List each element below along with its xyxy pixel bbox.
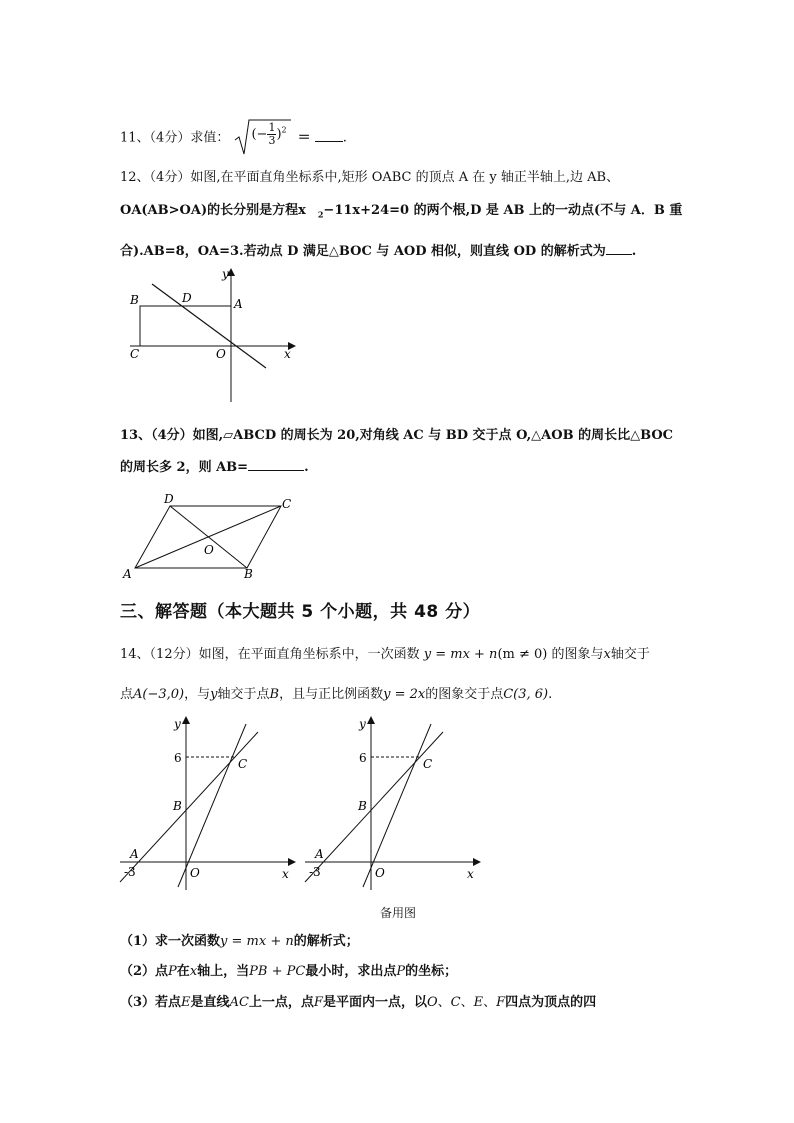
q12-label-C: C xyxy=(130,347,140,361)
q12-answer-blank[interactable] xyxy=(606,242,632,255)
q12-label-y: y xyxy=(222,267,229,281)
q14-sub-2-x: x xyxy=(189,964,198,979)
q14-label-neg3: -3 xyxy=(124,865,136,879)
q14b-label-neg3: -3 xyxy=(309,865,321,879)
q12-line-2 xyxy=(120,199,682,220)
q12-line-2b: −11x+24=0 的两个根,D 是 AB 上的一动点(不与 A．B 重 xyxy=(323,203,683,218)
q14-var-y: y xyxy=(210,687,218,702)
q14-sub-3-sep1: 、 xyxy=(437,995,451,1010)
q13-line-1: 13、（4分）如图,▱ABCD 的周长为 20,对角线 AC 与 BD 交于点 O,△AOB 的周长比△BOC xyxy=(120,428,673,443)
q11-prefix: 11、（4分）求值： xyxy=(120,130,230,146)
q13-line-2-text: 的周长多 2，则 AB= xyxy=(120,460,249,475)
q12-line-1: 12、（4分）如图,在平面直角坐标系中,矩形 OABC 的顶点 A 在 y 轴正半轴上,边 AB、 xyxy=(120,170,620,185)
q14-point-B: B xyxy=(269,687,280,702)
q13-line-2 xyxy=(120,456,309,475)
q14-sub-3-O: O xyxy=(426,995,438,1010)
q14-label-O: O xyxy=(190,866,200,880)
q14-sub-1 xyxy=(120,930,359,949)
q14-label-6: 6 xyxy=(174,751,182,765)
q14-sub-3-C: C xyxy=(450,995,461,1010)
q11-close: ) xyxy=(276,127,282,142)
q14-label-x: x xyxy=(282,867,289,881)
q14-line-2b: ，与 xyxy=(184,687,211,702)
q13-diagonal-bd xyxy=(170,506,247,568)
section-heading: 三、解答题（本大题共 5 个小题，共 48 分） xyxy=(120,602,481,622)
q14-sub-3e: 四点为顶点的四 xyxy=(505,995,597,1010)
q12-label-A: A xyxy=(234,297,243,311)
q12-line-3 xyxy=(120,240,636,259)
q11-numerator: 1 xyxy=(268,121,276,134)
q14b-y-arrow-icon xyxy=(367,716,375,724)
q12-line-3-text: 合).AB=8，OA=3.若动点 D 满足△BOC 与 AOD 相似，则直线 OD 的解析式为 xyxy=(120,244,606,259)
q14-line-2c: 轴交于点 xyxy=(217,687,270,702)
q14b-label-x: x xyxy=(467,867,474,881)
q11-sqrt-expression xyxy=(233,118,293,158)
q11-line xyxy=(120,118,347,158)
q14-sub-1b: 的解析式； xyxy=(293,934,359,949)
q14-line-2-end: . xyxy=(548,687,553,702)
q14b-label-C: C xyxy=(423,757,433,771)
q14-line-1 xyxy=(120,643,650,662)
q14-figure-backup xyxy=(303,712,483,892)
q14-sub-3-E: E xyxy=(181,995,191,1010)
q14-label-A: A xyxy=(130,847,139,861)
q14-sub-2b: 在 xyxy=(176,964,190,979)
q14-sub-2-P2: P xyxy=(396,964,406,979)
q14-sub-2d: 最小时，求出点 xyxy=(305,964,397,979)
q14-line-1c: 轴交于 xyxy=(610,647,650,662)
q14b-label-y: y xyxy=(359,717,366,731)
q12-label-O: O xyxy=(216,347,226,361)
q14-sub-1-eq: y = mx + n xyxy=(220,934,294,949)
q14-sub-3-sep3: 、 xyxy=(483,995,497,1010)
q11-end: . xyxy=(342,130,347,146)
q12-rectangle xyxy=(140,306,231,346)
q14-line-2e: 的图象交于点 xyxy=(425,687,504,702)
q14-sub-3-F: F xyxy=(313,995,323,1010)
q12-line-od xyxy=(152,284,266,368)
q14-sub-1a: （1）求一次函数 xyxy=(120,934,221,949)
q14-line-2 xyxy=(120,683,552,702)
q14-sub-2-P: P xyxy=(168,964,177,979)
q12-line-3-end: . xyxy=(631,244,637,259)
q11-equals: ＝ xyxy=(297,130,311,146)
q14-label-B: B xyxy=(173,799,182,813)
q14-line-oc xyxy=(178,724,246,887)
q14-sub-2e: 的坐标； xyxy=(405,964,458,979)
q14-sub-2c: 轴上，当 xyxy=(197,964,250,979)
q14-sub-3a: （3）若点 xyxy=(120,995,182,1010)
q14-figure-main xyxy=(118,712,298,892)
q12-line-2-sub: 2 xyxy=(317,209,324,220)
q14-line-1b: 的图象与 xyxy=(551,647,604,662)
q14-sub-3-E2: E xyxy=(473,995,484,1010)
q14-line-2d: ，且与正比例函数 xyxy=(279,687,384,702)
q14-sub-3d: 是平面内一点，以 xyxy=(322,995,427,1010)
q14-sub-3 xyxy=(120,991,596,1010)
q14-eq-y2x: y = 2x xyxy=(383,687,426,702)
q13-label-O: O xyxy=(204,543,214,557)
q13-line-2-end: . xyxy=(304,460,309,475)
q12-line-2a: OA(AB>OA)的长分别是方程x xyxy=(120,203,306,218)
q12-label-D: D xyxy=(182,291,192,305)
q14-var-x: x xyxy=(603,647,611,662)
q14b-x-arrow-icon xyxy=(473,858,481,866)
q11-open: (− xyxy=(251,127,268,142)
q14-sub-2-expr: PB + PC xyxy=(249,964,306,979)
q11-power: 2 xyxy=(281,125,287,135)
q14b-label-O: O xyxy=(375,866,385,880)
q13-figure xyxy=(118,490,308,585)
q13-label-C: C xyxy=(282,497,292,511)
q14-sub-3-F2: F xyxy=(496,995,506,1010)
q14-sub-3b: 是直线 xyxy=(190,995,230,1010)
q14-sub-2a: （2）点 xyxy=(120,964,169,979)
q14-y-arrow-icon xyxy=(182,716,190,724)
q14-label-C: C xyxy=(238,757,248,771)
q14-label-y: y xyxy=(174,717,181,731)
q12-label-x: x xyxy=(284,347,291,361)
q14b-line-oc xyxy=(363,724,431,887)
q14-point-C: C(3, 6) xyxy=(503,687,549,702)
q13-answer-blank[interactable] xyxy=(248,458,304,471)
q14-line-1a: 14、（12分）如图，在平面直角坐标系中，一次函数 xyxy=(120,647,420,662)
q14-line-2a: 点 xyxy=(120,687,134,702)
q14-eq-ymxn: y = mx + n xyxy=(423,647,498,662)
q11-answer-blank[interactable] xyxy=(315,129,343,142)
q14-sub-3-AC: AC xyxy=(229,995,249,1010)
q12-label-B: B xyxy=(130,293,139,307)
q14-point-A: A(−3,0) xyxy=(133,687,185,702)
q14-backup-caption: 备用图 xyxy=(380,906,417,920)
q14b-label-A: A xyxy=(315,847,324,861)
q14-cond: (m ≠ 0) xyxy=(497,647,548,662)
q14-sub-3-sep2: 、 xyxy=(460,995,474,1010)
q13-label-D: D xyxy=(164,492,174,506)
q14b-label-B: B xyxy=(358,799,367,813)
q12-figure xyxy=(118,262,308,407)
q14-x-arrow-icon xyxy=(288,858,296,866)
q14-sub-3c: 上一点，点 xyxy=(248,995,314,1010)
q14-sub-2 xyxy=(120,960,457,979)
q13-label-A: A xyxy=(123,567,132,581)
q13-label-B: B xyxy=(244,567,253,581)
q11-denominator: 3 xyxy=(268,134,276,147)
q14b-label-6: 6 xyxy=(359,751,367,765)
